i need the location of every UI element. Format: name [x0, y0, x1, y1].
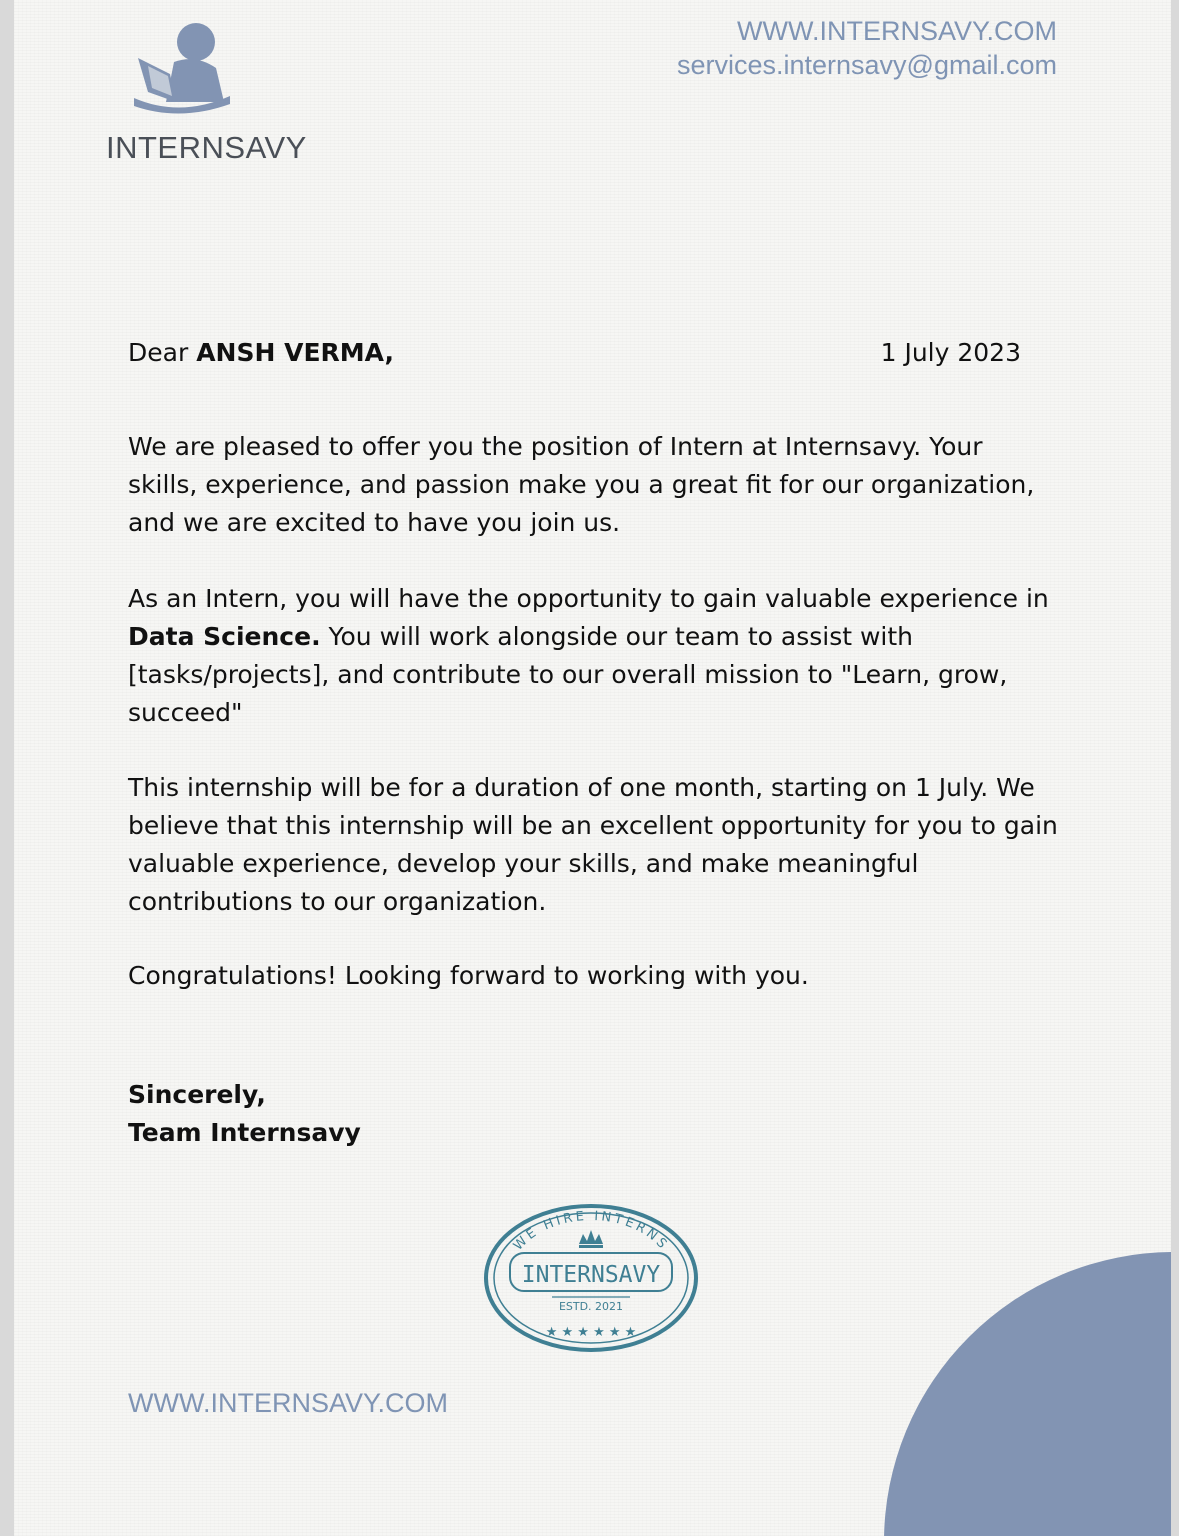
- paragraph-congrats: Congratulations! Looking forward to working with you.: [128, 961, 809, 990]
- footer-website-link[interactable]: WWW.INTERNSAVY.COM: [128, 1388, 449, 1418]
- stamp-top-text: WE HIRE INTERNS: [510, 1208, 672, 1254]
- paragraph-role-end: You will work alongside our team to assist with [tasks/projects], and contribute to our overall mission to "Learn, grow, succeed": [128, 622, 1008, 727]
- greeting: [128, 338, 394, 367]
- stamp-established: ESTD. 2021: [558, 1300, 624, 1313]
- paragraph-role: [128, 580, 1058, 732]
- company-stamp: [480, 1200, 702, 1356]
- letter-date: 1 July 2023: [880, 338, 1021, 367]
- offer-letter-page: [14, 0, 1171, 1536]
- decorative-corner-circle: [884, 1252, 1171, 1536]
- salutation: Dear: [128, 338, 189, 367]
- recipient-name: ANSH VERMA,: [196, 338, 394, 367]
- paragraph-duration: This internship will be for a duration of one month, starting on 1 July. We believe that this internship will be an excellent opportunity for you to gain valuable experience, develop your skills, and make meaningful contributions to our organization.: [128, 773, 1058, 916]
- header-website-link[interactable]: WWW.INTERNSAVY.COM: [736, 16, 1057, 46]
- paragraph-role-start: As an Intern, you will have the opportunity to gain valuable experience in: [128, 584, 1049, 613]
- stamp-name: INTERNSAVY: [521, 1262, 661, 1288]
- reading-person-icon: [130, 18, 240, 118]
- closing-word: Sincerely,: [128, 1080, 266, 1109]
- signature: Team Internsavy: [128, 1118, 361, 1147]
- internship-field: Data Science.: [128, 622, 321, 651]
- header-contact: [677, 14, 1057, 82]
- crown-icon: [579, 1230, 603, 1244]
- stamp-stars: ★ ★ ★ ★ ★ ★: [545, 1325, 637, 1340]
- brand-name: INTERNSAVY: [106, 130, 307, 165]
- closing-block: [128, 1076, 361, 1152]
- header-email-link[interactable]: services.internsavy@gmail.com: [676, 50, 1057, 80]
- paragraph-offer: We are pleased to offer you the position of Intern at Internsavy. Your skills, experience, and passion make you a great fit for our organization, and we are excited to have you join us.: [128, 432, 1035, 537]
